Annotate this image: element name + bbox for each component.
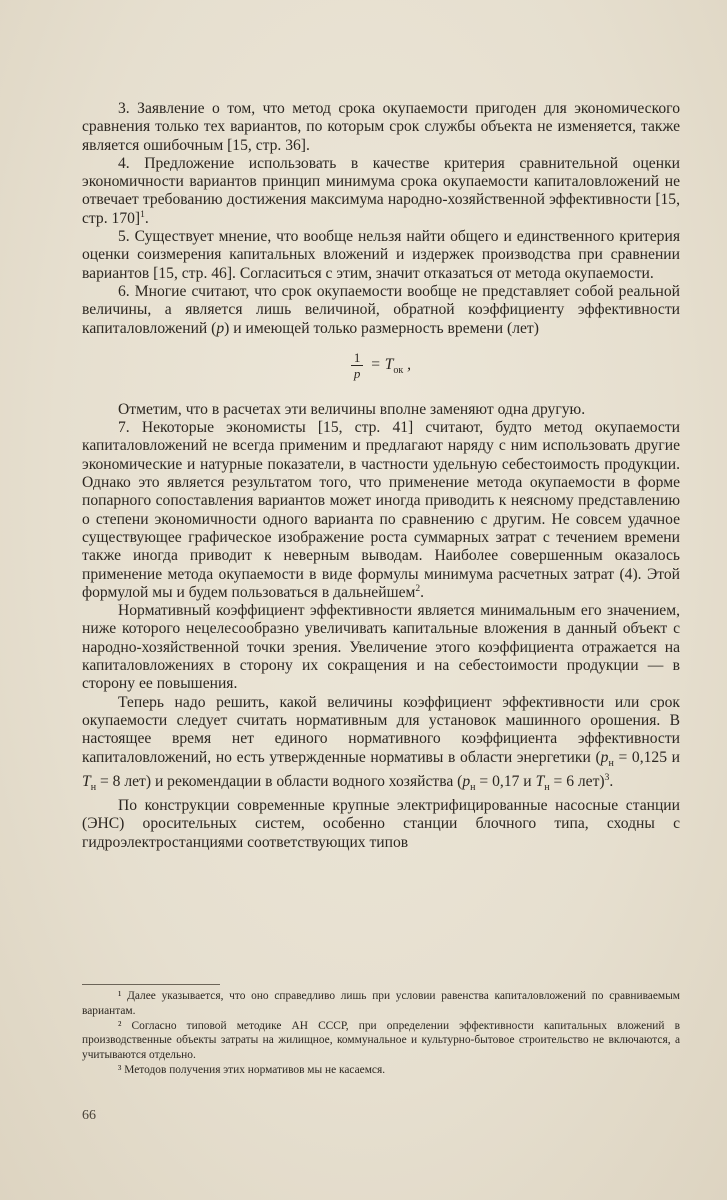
p-var-water: p <box>462 772 471 790</box>
sub-n-3: н <box>470 781 476 793</box>
page-number: 66 <box>82 1108 96 1123</box>
paragraph-6-text: 6. Многие считают, что срок окупаемости вообще не представляет собой реальной величины, а является лишь величиной, обратной коэффициенту эффективности капиталовложений ( <box>82 282 680 337</box>
formula-equals: = <box>366 355 385 373</box>
water-t-value: = 6 лет) <box>549 772 605 790</box>
paragraph-6-tail: ) и имеющей только размерность времени (лет) <box>224 319 539 337</box>
footnote-divider <box>82 984 220 985</box>
energy-t-value: = 8 лет) и рекомендации в области водного хозяйства ( <box>96 772 463 790</box>
formula-T: T <box>384 355 394 373</box>
footnote-ref-3: 3 <box>604 772 610 783</box>
energy-p-value: = 0,125 и <box>613 748 681 766</box>
footnote-2: ² Согласно типовой методике АН СССР, при определении эффективности капитальных вложений в производственные объекты затраты на жилищное, коммунальное и культурно-бытовое строительство не включаются, а учитываются отдельно. <box>82 1019 680 1062</box>
formula <box>82 350 680 381</box>
paragraph-7-text: 7. Некоторые экономисты [15, стр. 41] считают, будто метод окупаемости капиталовложений не всегда применим и предлагают наряду с ним использовать другие экономические и натурные показатели, в частности удельную себестоимость продукции. Однако это является результатом того, что применение метода окупаемости в форме попарного сопоставления вариантов может иногда приводить к неясному представлению о степени экономичности одного варианта по сравнению с другим. Не совсем удачное существующее графическое изображение роста суммарных затрат с течением времени также иногда приводит к неверным выводам. Наиболее совершенным оказалось применение метода окупаемости в виде формулы минимума расчетных затрат (4). Этой формулой мы и будем пользоваться в дальнейшем <box>82 419 680 601</box>
formula-subscript: ок <box>393 364 404 376</box>
formula-fraction <box>351 350 364 381</box>
sub-n-1: н <box>608 757 614 769</box>
paragraph-6 <box>82 283 680 338</box>
water-p-value: = 0,17 и <box>475 772 536 790</box>
footnotes <box>82 989 680 1078</box>
footnote-ref-2: 2 <box>415 583 421 594</box>
paragraph-4: 4. Предложение использовать в качестве критерия сравнительной оценки экономичности вариантов принцип минимума срока окупаемости капиталовложений не отвечает требованию достижения максимума народно-хозяйственной эффективности [15, стр. 170]$^1$. <box>82 154 680 227</box>
formula-numerator: 1 <box>351 350 364 366</box>
paragraph-5: 5. Существует мнение, что вообще нельзя найти общего и единственного критерия оценки соизмерения капитальных вложений и издержек производства при сравнении вариантов [15, стр. 46]. Согласиться с этим, значит отказаться от метода окупаемости. <box>82 228 680 282</box>
paragraph-7: 7. Некоторые экономисты [15, стр. 41] считают, будто метод окупаемости капиталовложений не всегда применим и предлагают наряду с ним использовать другие экономические и натурные показатели, в частности удельную себестоимость продукции. Однако это является результатом того, что применение метода окупаемости в форме попарного сопоставления вариантов может иногда приводить к неясному представлению о степени экономичности одного варианта по сравнению с другим. Не совсем удачное существующее графическое изображение роста суммарных затрат с течением времени также иногда приводит к неверным выводам. Наиболее совершенным оказалось применение метода окупаемости в виде формулы минимума расчетных затрат (4). Этой формулой мы и будем пользоваться в дальнейшем$^2$. <box>82 419 680 601</box>
paragraph-note: Отметим, что в расчетах эти величины вполне заменяют одна другую. <box>118 400 586 418</box>
sub-n-2: н <box>90 781 97 793</box>
paragraph-normative: Нормативный коэффициент эффективности является минимальным его значением, ниже которого нецелесообразно увеличивать капитальные вложения в данный объект с народно-хозяйственной точки зрения. Увеличение этого коэффициента отражается на капиталовложениях в сторону их сокращения и на себестоимости продукции — в сторону ее повышения. <box>82 602 680 693</box>
paragraph-4-text: 4. Предложение использовать в качестве критерия сравнительной оценки экономичности вариантов принцип минимума срока окупаемости капиталовложений не отвечает требованию достижения максимума народно-хозяйственной эффективности [15, стр. 170] <box>82 154 680 227</box>
t-var-water: T <box>535 772 545 790</box>
formula-denominator: p <box>353 365 361 381</box>
t-var-energy: T <box>82 772 91 790</box>
paragraph-construction: По конструкции современные крупные электрифицированные насосные станции (ЭНС) оросительных систем, особенно станции блочного типа, сходны с гидроэлектростанциями соответствующих типов <box>82 797 680 851</box>
footnote-1: ¹ Далее указывается, что оно справедливо лишь при условии равенства капиталовложений по сравниваемым вариантам. <box>82 990 680 1017</box>
paragraph-coefficient-text: Теперь надо решить, какой величины коэффициент эффективности или срок окупаемости следует считать нормативным для установок машинного орошения. В настоящее время нет единого нормативного коэффициента эффективности капиталовложений, но есть утвержденные нормативы в области энергетики ( <box>82 693 680 766</box>
p-variable: p <box>216 319 225 337</box>
paragraph-coefficient <box>82 694 680 797</box>
main-text <box>82 100 680 852</box>
paragraph-3: 3. Заявление о том, что метод срока окупаемости пригоден для экономического сравнения только тех вариантов, по которым срок службы объекта не изменяется, также является ошибочным [15, стр. 36]. <box>82 100 680 154</box>
sub-n-4: н <box>544 781 550 793</box>
footnote-3: ³ Методов получения этих нормативов мы не касаемся. <box>118 1063 386 1076</box>
paragraph-coefficient-end: . <box>609 772 614 790</box>
p-var-energy: p <box>600 748 609 766</box>
footnote-ref-1: 1 <box>140 209 145 220</box>
formula-tail: , <box>403 355 412 373</box>
